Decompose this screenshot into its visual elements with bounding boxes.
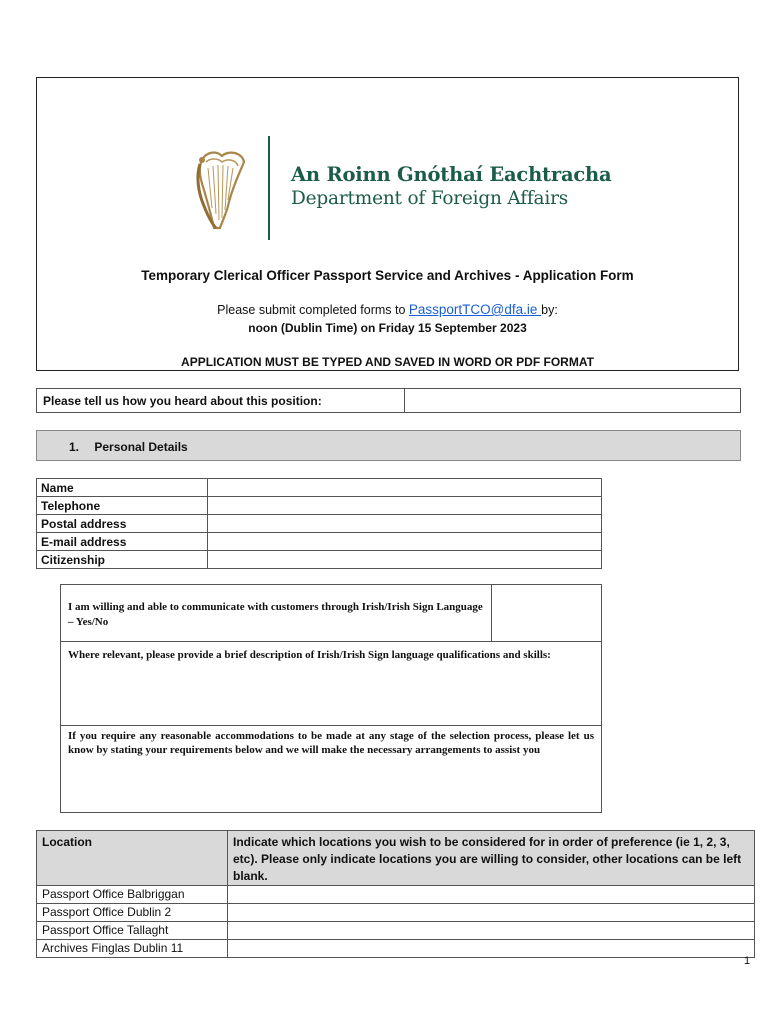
location-balbriggan: Passport Office Balbriggan — [37, 886, 228, 904]
submit-email-link[interactable]: PassportTCO@dfa.ie — [408, 302, 542, 317]
table-row — [37, 515, 602, 533]
location-tallaght: Passport Office Tallaght — [37, 922, 228, 940]
preference-field-finglas[interactable] — [228, 940, 755, 958]
telephone-field[interactable] — [208, 497, 602, 515]
deadline: noon (Dublin Time) on Friday 15 September 2023 — [248, 321, 527, 335]
table-row — [37, 479, 602, 497]
table-row — [37, 886, 755, 904]
email-field[interactable] — [208, 533, 602, 551]
language-question-row — [61, 585, 601, 642]
location-column-header: Location — [37, 831, 228, 886]
submit-instructions — [36, 302, 739, 317]
format-notice: APPLICATION MUST BE TYPED AND SAVED IN WORD OR PDF FORMAT — [181, 355, 594, 369]
language-accommodations-box — [60, 584, 602, 813]
page-number: 1 — [744, 955, 751, 967]
name-label: Name — [37, 479, 208, 497]
location-dublin-2: Passport Office Dublin 2 — [37, 904, 228, 922]
submit-prefix: Please submit completed forms to — [217, 303, 409, 317]
submit-suffix: by: — [541, 303, 558, 317]
citizenship-field[interactable] — [208, 551, 602, 569]
section-header-personal-details — [36, 430, 741, 461]
location-preference-table — [36, 830, 755, 958]
header-divider — [268, 136, 270, 240]
preference-field-balbriggan[interactable] — [228, 886, 755, 904]
telephone-label: Telephone — [37, 497, 208, 515]
department-name-irish: An Roinn Gnóthaí Eachtracha — [291, 163, 612, 186]
table-row — [37, 904, 755, 922]
section-title: Personal Details — [94, 440, 188, 454]
location-finglas: Archives Finglas Dublin 11 — [37, 940, 228, 958]
section-number: 1. — [69, 440, 80, 454]
language-answer-field[interactable] — [491, 585, 601, 642]
postal-address-field[interactable] — [208, 515, 602, 533]
table-row — [37, 497, 602, 515]
department-name-english: Department of Foreign Affairs — [291, 188, 569, 209]
table-row — [37, 533, 602, 551]
heard-about-label: Please tell us how you heard about this position: — [37, 389, 405, 412]
email-label: E-mail address — [37, 533, 208, 551]
citizenship-label: Citizenship — [37, 551, 208, 569]
name-field[interactable] — [208, 479, 602, 497]
heard-about-field[interactable] — [405, 389, 740, 412]
postal-address-label: Postal address — [37, 515, 208, 533]
preference-field-dublin-2[interactable] — [228, 904, 755, 922]
preference-column-header: Indicate which locations you wish to be considered for in order of preference (ie 1, 2, 3, etc). Please only indicate locations you are willing to consider, other locations can be left blank. — [228, 831, 755, 886]
accommodations-prompt: If you require any reasonable accommodations to be made at any stage of the selection process, please let us know by stating your requirements below and we will make the necessary arrangements to assist you — [68, 730, 594, 756]
form-title: Temporary Clerical Officer Passport Service and Archives - Application Form — [141, 268, 634, 283]
table-header-row — [37, 831, 755, 886]
harp-emblem-icon — [192, 148, 248, 232]
language-question: I am willing and able to communicate with customers through Irish/Irish Sign Language – Yes/No — [68, 601, 483, 628]
language-description-row[interactable] — [61, 642, 601, 726]
preference-field-tallaght[interactable] — [228, 922, 755, 940]
heard-about-row — [36, 388, 741, 413]
table-row — [37, 922, 755, 940]
accommodations-row[interactable] — [61, 726, 601, 812]
table-row — [37, 551, 602, 569]
table-row — [37, 940, 755, 958]
language-description-prompt: Where relevant, please provide a brief description of Irish/Irish Sign language qualifications and skills: — [68, 649, 551, 661]
personal-details-table — [36, 478, 602, 569]
